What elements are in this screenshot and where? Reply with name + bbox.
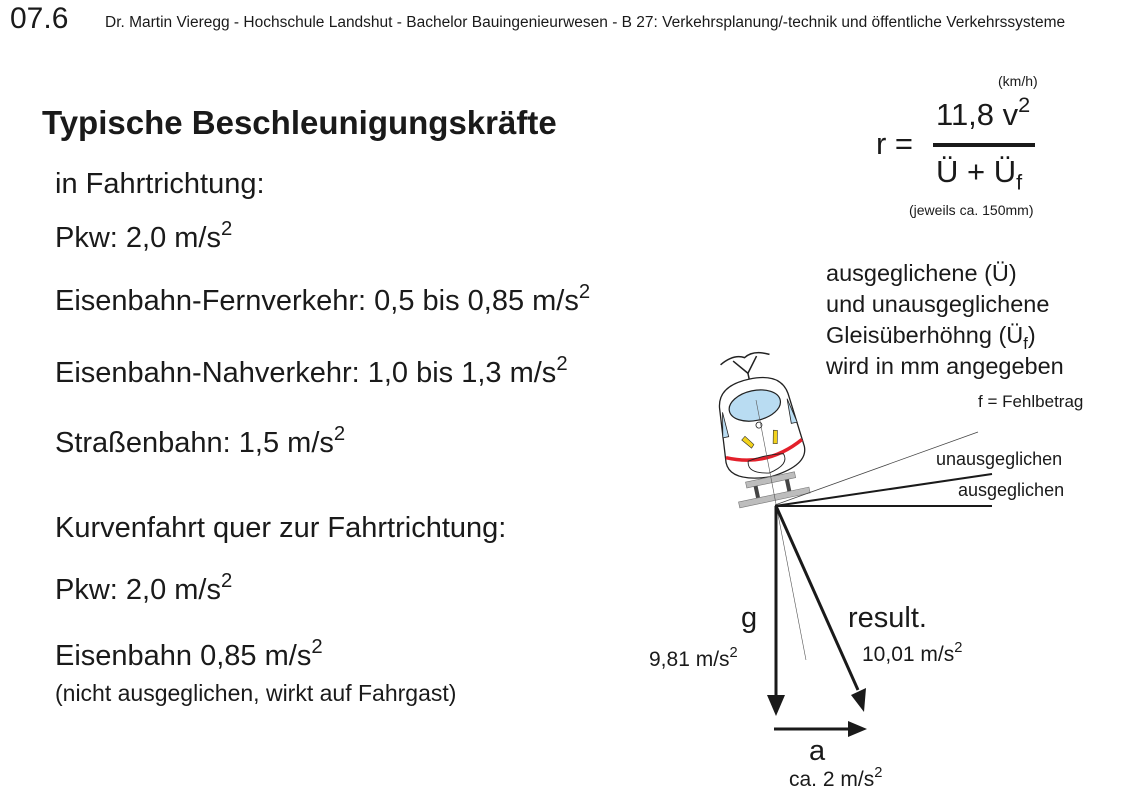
formula-numerator: 11,8 $v^2$	[936, 91, 1031, 132]
section-heading-longitudinal: in Fahrtrichtung:	[55, 168, 265, 200]
label-balanced: ausgeglichen	[958, 480, 1065, 500]
formula-lhs: r =	[876, 126, 914, 161]
formula-unit-note: (km/h)	[998, 73, 1038, 89]
g-label: g	[741, 602, 758, 634]
slide-number: 07.6	[10, 2, 69, 35]
label-unbalanced: unausgeglichen	[936, 449, 1063, 469]
fehlbetrag-legend: f = Fehlbetrag	[978, 392, 1084, 411]
result-label: result.	[848, 602, 927, 634]
list-item-pkw-lateral: Pkw: 2,0 $m/s^2$	[55, 569, 233, 606]
g-value: 9,81 $m/s^2$	[649, 645, 738, 671]
course-header: Dr. Martin Vieregg - Hochschule Landshut - Bachelor Bauingenieurwesen - B 27: Verkehrsplanung/-technik und öffentliche Verkehrssysteme	[105, 14, 1066, 31]
explanation-text: ausgeglichene (Ü) und unausgeglichene Gleisüberhöhng $(Ü_f)$ wird in mm angegeben	[826, 260, 1064, 379]
list-item-eisenbahn-lateral: Eisenbahn 0,85 $m/s^2$	[55, 635, 323, 672]
train-icon	[705, 347, 814, 509]
result-value: 10,01 $m/s^2$	[862, 640, 963, 666]
list-item-fernverkehr: Eisenbahn-Fernverkehr: 0,5 bis 0,85 $m/s^2$	[55, 280, 591, 317]
formula-footnote: (jeweils ca. 150mm)	[909, 202, 1034, 218]
formula-denominator: Ü + $Ü_f$	[936, 154, 1023, 195]
list-item-strassenbahn: Straßenbahn: 1,5 $m/s^2$	[55, 422, 346, 459]
page-title: Typische Beschleunigungskräfte	[42, 104, 557, 141]
a-label: a	[809, 735, 826, 767]
a-value: ca. 2 $m/s^2$	[789, 765, 883, 791]
list-item-nahverkehr: Eisenbahn-Nahverkehr: 1,0 bis 1,3 $m/s^2$	[55, 352, 568, 389]
list-item-pkw-longitudinal: Pkw: 2,0 $m/s^2$	[55, 217, 233, 254]
lateral-note: (nicht ausgeglichen, wirkt auf Fahrgast)	[55, 680, 457, 706]
section-heading-lateral: Kurvenfahrt quer zur Fahrtrichtung:	[55, 512, 507, 544]
